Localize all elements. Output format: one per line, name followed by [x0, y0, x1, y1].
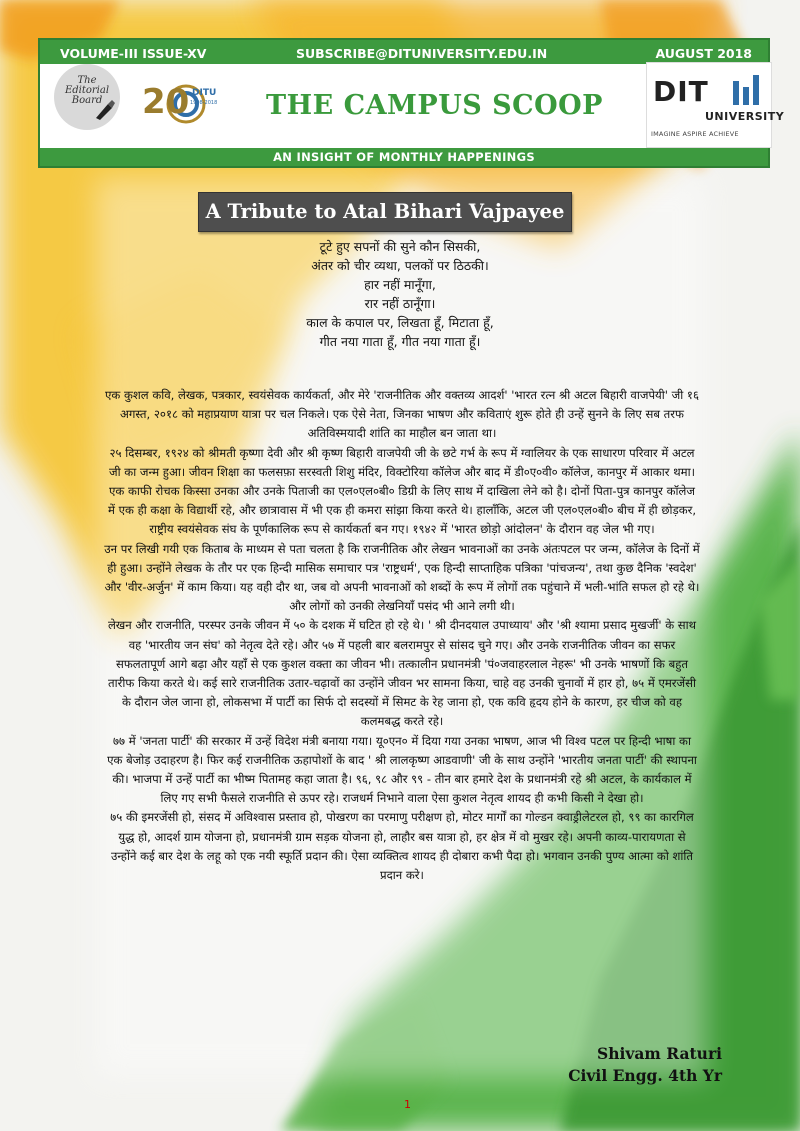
fountain-pen-icon [94, 98, 116, 120]
article-paragraph: ७७ में 'जनता पार्टी' की सरकार में उन्हें विदेश मंत्री बनाया गया। यू०एन० में दिया गया उनका भाषण, आज भी विश्व पटल पर हिन्दी भाषा का एक बेजोड़ उदाहरण है। फिर कई राजनीतिक ऊहापोशों के बाद ' श्री लालकृष्ण आडवाणी' जी के साथ उन्होंने 'भारतीय जनता पार्टी' की स्थापना की। भाजपा में उन्हें पार्टी का भीष्म पितामह कहा जाता है। ९६, ९८ और ९९ - तीन बार हमारे देश के प्रधानमंत्री रहे श्री अटल, के कार्यकाल में लिए गए सभी फैसले राजनीति से ऊपर रहे। राजधर्म निभाने वाला ऐसा कुशल नेतृत्व शायद ही कभी किसी ने देखा हो। [107, 733, 697, 806]
newsletter-title: THE CAMPUS SCOOP [266, 90, 603, 121]
article-paragraph: उन पर लिखी गयी एक किताब के माध्यम से पता चलता है कि राजनीतिक और लेखन भावनाओं का उनके अंतःपटल पर जन्म, कॉलेज के दिनों में ही हुआ। उन्होंने लेखक के तौर पर एक हिन्दी मासिक समाचार पत्र 'राष्ट्रधर्म', एक हिन्दी साप्ताहिक पत्रिका 'पांचजन्य', तथा कुछ दैनिक 'स्वदेश' और 'वीर-अर्जुन' में काम किया। यह वही दौर था, जब वो अपनी भावनाओं को शब्दों के रूप में लोगों तक पहुंचाने में भली-भांति सफल हो रहे थे। और लोगों को उनकी लेखनियाँ पसंद भी आने लगी थी। [104, 541, 700, 614]
editorial-board-logo-text: The Editorial Board [64, 75, 110, 106]
article-paragraph: लेखन और राजनीति, परस्पर उनके जीवन में ५० के दशक में घटित हो रहे थे। ' श्री दीनदयाल उपाध्याय' और 'श्री श्यामा प्रसाद मुखर्जी' के साथ वह 'भारतीय जन संघ' को नेतृत्व देते रहे। और ५७ में पहली बार बलरामपुर से सांसद चुने गए। और उनके राजनीतिक जीवन का सफर सफलतापूर्ण आगे बढ़ा और यहाँ से एक कुशल वक्ता का जीवन भी। तत्कालीन प्रधानमंत्री 'पं०जवाहरलाल नेहरू' भी उनके भाषणों कि बहुत तारीफ किया करते थे। कई सारे राजनीतिक उतार-चढ़ावों का उन्होंने जीवन भर सामना किया, चाहे वह उनकी चुनावों में हार हो, ७५ में एमरजेंसी के दौरान जेल जाना हो, लोकसभा में पार्टी का सिर्फ दो सदस्यों में सिमट के रेह जाना हो, एक कवि हृदय होने के कारण, हर चीज को वह कलमबद्ध करते रहे। [107, 618, 697, 729]
author-detail: Civil Engg. 4th Yr [568, 1066, 722, 1085]
issue-date: AUGUST 2018 [655, 46, 752, 61]
poem-line: अंतर को चीर व्यथा, पलकों पर ठिठकी। [311, 258, 489, 273]
poem-line: हार नहीं मानूँगा, [364, 277, 436, 292]
dit-university-logo [646, 62, 785, 148]
article-body [104, 386, 700, 885]
article-paragraph: ७५ की इमरजेंसी हो, संसद में अविश्वास प्रस्ताव हो, पोखरण का परमाणु परीक्षण हो, मोटर मार्गों का गोल्डन क्वाड्रीलेटरल हो, ९९ का कारगिल युद्ध हो, आदर्श ग्राम योजना हो, प्रधानमंत्री ग्राम सड़क योजना हो, लाहौर बस यात्रा हो, हर क्षेत्र में वो मुखर रहे। अपनी काव्य-पारायणता से उन्होंने कई बार देश के लहू को एक नयी स्फूर्ति प्रदान की। ऐसा व्यक्तित्व शायद ही दोबारा कभी पैदा हो। भगवान उनकी पुण्य आत्मा को शांति प्रदान करे। [110, 810, 694, 883]
author-name: Shivam Raturi [597, 1044, 722, 1063]
masthead-topline [40, 42, 768, 64]
poem-line: काल के कपाल पर, लिखता हूँ, मिटाता हूँ, [306, 315, 494, 330]
dit-logo-motto: IMAGINE ASPIRE ACHIEVE [651, 130, 739, 138]
article-heading: A Tribute to Atal Bihari Vajpayee [205, 200, 565, 223]
subscribe-email[interactable]: SUBSCRIBE@DITUNIVERSITY.EDU.IN [296, 46, 548, 61]
anniversary-mark: 20 [142, 82, 190, 122]
page-number: 1 [404, 1098, 411, 1111]
author-signature [568, 1043, 722, 1087]
newsletter-tagline: AN INSIGHT OF MONTHLY HAPPENINGS [273, 150, 535, 164]
article-paragraph: २५ दिसम्बर, १९२४ को श्रीमती कृष्णा देवी और श्री कृष्ण बिहारी वाजपेयी जी के छटे गर्भ के रूप में ग्वालियर के एक साधारण परिवार में अटल जी का जन्म हुआ। जीवन शिक्षा का फलसफ़ा सरस्वती शिशु मंदिर, विक्टोरिया कॉलेज और बाद में डी०ए०वी० कॉलेज, कानपुर में आकार थमा। एक काफी रोचक किस्सा उनका और उनके पिताजी का एल०एल०बी० डिग्री के लिए साथ में दाखिला लेने को है। दोनों पिता-पुत्र कानपुर कॉलेज में एक ही कक्षा के विद्यार्थी रहे, और छात्रावास में भी एक ही कमरा सांझा किया करते थे। हालाँकि, अटल जी एल०एल०बी० बीच में ही छोड़कर, राष्ट्रीय स्वयंसेवक संघ के पूर्णकालिक रूप से कार्यकर्ता बन गए। १९४२ में 'भारत छोड़ो आंदोलन' के दौरान वह जेल भी गए। [107, 445, 697, 537]
twenty-years-logo [140, 76, 220, 128]
article-heading-box [198, 192, 572, 232]
dit-logo-subname: UNIVERSITY [705, 110, 785, 123]
anniversary-years: 1998-2018 [190, 100, 218, 106]
poem-block [150, 237, 650, 351]
poem-line: गीत नया गाता हूँ, गीत नया गाता हूँ। [319, 334, 481, 349]
dit-logo-name: DIT [653, 75, 709, 108]
article-paragraph: एक कुशल कवि, लेखक, पत्रकार, स्वयंसेवक कार्यकर्ता, और मेरे 'राजनीतिक और वक्तव्य आदर्श' 'भारत रत्न श्री अटल बिहारी वाजपेयी' जी १६ अगस्त, २०१८ को महाप्रयाण यात्रा पर चल निकले। एक ऐसे नेता, जिनका भाषण और कविताएं शुरू होते ही उन्हें सुनने के लिए सब तरफ अतिविस्मयादी शांति का माहौल बन जाता था। [104, 388, 699, 441]
poem-line: रार नहीं ठानूँगा। [364, 296, 436, 311]
volume-issue: VOLUME-III ISSUE-XV [60, 46, 207, 61]
editorial-board-logo [54, 64, 120, 130]
anniversary-text: DITU [192, 88, 217, 98]
dit-logo-mark-icon [731, 73, 765, 107]
poem-line: टूटे हुए सपनों की सुने कौन सिसकी, [319, 239, 481, 254]
